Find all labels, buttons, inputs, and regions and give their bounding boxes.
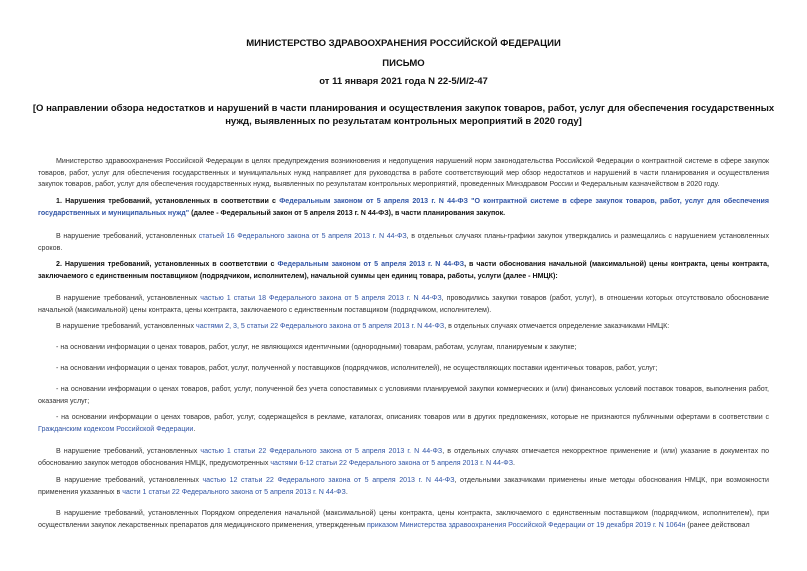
bullet-item-2: - на основании информации о ценах товаров, работ, услуг, полученной у поставщиков (подрядчиков, исполнителей), не осуществляющих поставки идентичных товаров, работ, услуг; xyxy=(56,364,658,372)
bullet-item-4 xyxy=(38,412,769,435)
document-type: ПИСЬМО xyxy=(382,58,425,69)
paragraph-plans-deadlines xyxy=(38,231,769,254)
article-16-link[interactable]: статьей 16 Федерального закона от 5 апреля 2013 г. N 44-ФЗ xyxy=(198,232,407,240)
paragraph-text: В нарушение требований, установленных xyxy=(56,476,203,484)
ministry-heading: МИНИСТЕРСТВО ЗДРАВООХРАНЕНИЯ РОССИЙСКОЙ ФЕДЕРАЦИИ xyxy=(246,38,561,49)
paragraph-article-22-parts xyxy=(38,321,769,333)
civil-code-link[interactable]: Гражданским кодексом Российской Федерации xyxy=(38,424,194,433)
paragraph-text-end: . xyxy=(512,458,515,467)
bullet-text-end: . xyxy=(193,424,196,433)
section-2-text-end: , в части обоснования начальной (максимальной) цены контракта, цены контракта, заключаемого с единственным поставщиком (подрядчиком, исполнителем), начальной суммы цен единиц товара, работы, услуги (далее - НМЦК): xyxy=(38,260,769,280)
paragraph-text-end: , проводились закупки товаров (работ, услуг), в отношении которых отсутствовало обоснование начальной (максимальной) цены контракта, цены контракта, заключаемого с единственным поставщиком (подрядчиком, исполнителем). xyxy=(38,294,769,314)
section-1-text: 1. Нарушения требований, установленных в соответствии с xyxy=(56,197,280,205)
paragraph-text-end: , в отдельных случаях планы-графики закупок утверждались и размещались с нарушением установленных сроков. xyxy=(38,232,769,252)
article-22-part-1-link[interactable]: частью 1 статьи 22 Федерального закона от 5 апреля 2013 г. N 44-ФЗ xyxy=(200,447,443,455)
paragraph-article-18 xyxy=(38,293,769,316)
paragraph-text: В нарушение требований, установленных xyxy=(56,232,199,240)
paragraph-text-end: , в отдельных случаях отмечается определение заказчиками НМЦК: xyxy=(444,322,670,330)
paragraph-text-end: (ранее действовал xyxy=(685,520,750,529)
order-1064n-link[interactable]: приказом Министерства здравоохранения Российской Федерации от 19 декабря 2019 г. N 1064н xyxy=(366,520,686,529)
article-22-parts-6-12-link[interactable]: частями 6-12 статьи 22 Федерального закона от 5 апреля 2013 г. N 44-ФЗ xyxy=(270,458,513,467)
paragraph-order-1064n xyxy=(38,508,769,531)
paragraph-text: В нарушение требований, установленных xyxy=(56,322,197,330)
paragraph-text-end: . xyxy=(345,487,348,496)
paragraph-text-mid: , отдельными заказчиками применены иные методы обоснования НМЦК, при возможности применения указанных в xyxy=(38,476,770,496)
paragraph-article-22-part-12 xyxy=(38,475,769,498)
paragraph-text: В нарушение требований, установленных xyxy=(56,294,201,302)
article-22-parts-link[interactable]: частями 2, 3, 5 статьи 22 Федерального закона от 5 апреля 2013 г. N 44-ФЗ xyxy=(196,322,445,330)
bullet-text: - на основании информации о ценах товаров, работ, услуг, содержащейся в рекламе, каталогах, описаниях товаров или в других предложениях, которые не признаются публичными офертами в соответствии с xyxy=(56,413,769,421)
paragraph-text: В нарушение требований, установленных Порядком определения начальной (максимальной) цены контракта, цены контракта, заключаемого с единственным поставщиком (подрядчиком, исполнителем), при осуществлении закупок лекарственных препаратов для медицинского применения, утвержденным xyxy=(38,509,769,529)
law-44fz-link[interactable]: Федеральным законом от 5 апреля 2013 г. N 44-ФЗ "О контрактной системе в сфере закупок товаров, работ, услуг для обеспечения государственных и муниципальных нужд" xyxy=(38,197,769,217)
article-22-part-1-link-2[interactable]: части 1 статьи 22 Федерального закона от 5 апреля 2013 г. N 44-ФЗ xyxy=(122,487,346,496)
law-44fz-link-2[interactable]: Федеральным законом от 5 апреля 2013 г. N 44-ФЗ xyxy=(277,260,465,268)
paragraph-text: В нарушение требований, установленных xyxy=(56,447,201,455)
article-22-part-12-link[interactable]: частью 12 статьи 22 Федерального закона от 5 апреля 2013 г. N 44-ФЗ xyxy=(202,476,455,484)
section-2-heading xyxy=(38,259,769,282)
document-date-number: от 11 января 2021 года N 22-5/И/2-47 xyxy=(319,76,488,87)
document-title: [О направлении обзора недостатков и нарушений в части планирования и осуществления закупок товаров, работ, услуг для обеспечения государственных нужд, выявленных по результатам контрольных мероприятий в 2020 году] xyxy=(32,103,775,127)
paragraph-text-mid: , в отдельных случаях отмечается некорректное применение и (или) указание в документах по обоснованию закупок методов обоснования НМЦК, предусмотренных xyxy=(38,447,770,467)
paragraph-article-22-part-1 xyxy=(38,446,769,469)
bullet-item-3: - на основании информации о ценах товаров, работ, услуг, полученной без учета сопоставимых с условиями планируемой закупки коммерческих и (или) финансовых условий поставок товаров, выполнения работ, оказания услуг; xyxy=(38,385,769,405)
section-2-text: 2. Нарушения требований, установленных в соответствии с xyxy=(56,260,278,268)
article-18-link[interactable]: частью 1 статьи 18 Федерального закона от 5 апреля 2013 г. N 44-ФЗ xyxy=(200,294,442,302)
bullet-item-1: - на основании информации о ценах товаров, работ, услуг, не являющихся идентичными (однородными) товарам, работам, услугам, планируемым к закупке; xyxy=(56,343,577,351)
intro-paragraph: Министерство здравоохранения Российской Федерации в целях предупреждения возникновения и недопущения нарушений норм законодательства Российской Федерации о контрактной системе в сфере закупок товаров, работ, услуг для обеспечения государственных и муниципальных нужд направляет для руководства в работе соответствующий мер обзор недостатков и нарушений в части планирования и осуществления закупок товаров, работ, услуг для обеспечения государственных нужд, выявленных по результатам контрольных мероприятий, проведенных Минздравом России и Федеральным казначейством в 2020 году. xyxy=(38,157,769,188)
section-1-text-end: (далее - Федеральный закон от 5 апреля 2013 г. N 44-ФЗ), в части планирования закупок. xyxy=(189,208,506,217)
section-1-heading xyxy=(38,196,769,219)
